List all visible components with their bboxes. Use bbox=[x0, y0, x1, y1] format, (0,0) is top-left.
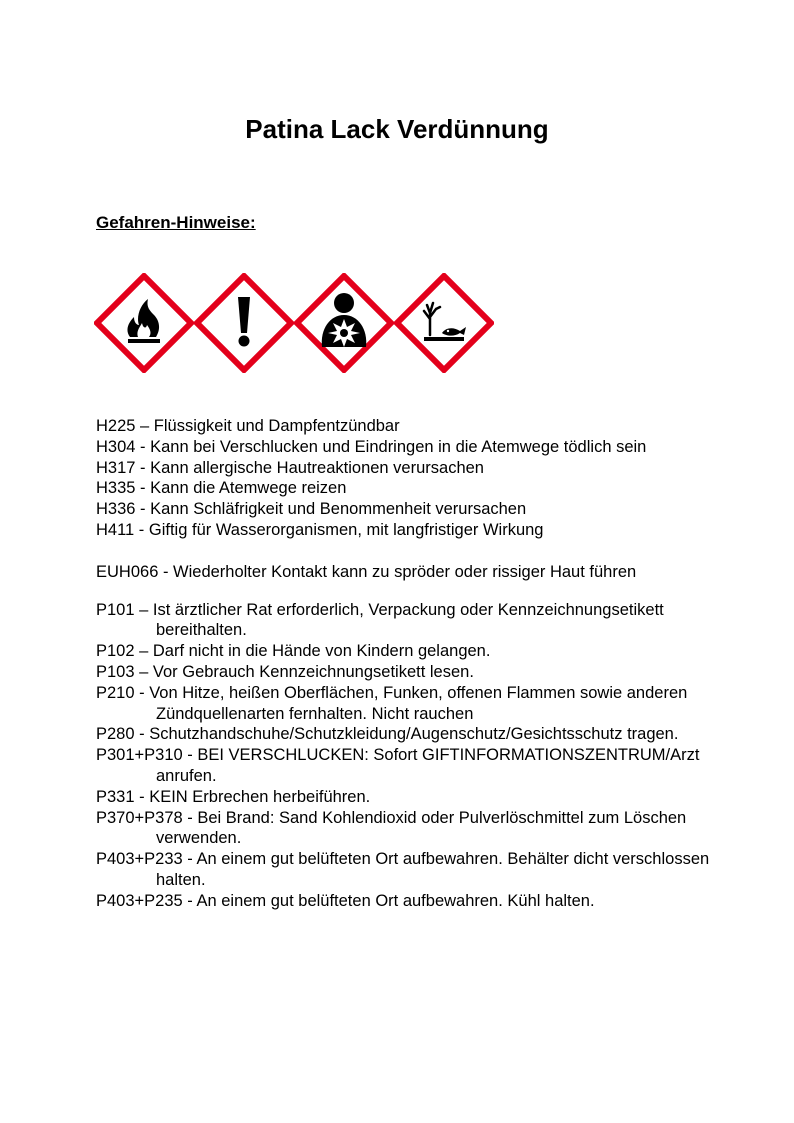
p-statement: P403+P235 - An einem gut belüfteten Ort aufbewahren. Kühl halten. bbox=[96, 891, 595, 910]
hazard-statements bbox=[96, 416, 736, 912]
section-heading: Gefahren-Hinweise: bbox=[96, 213, 256, 232]
p-statement: P103 – Vor Gebrauch Kennzeichnungsetikett lesen. bbox=[96, 662, 474, 681]
h-statement: H411 - Giftig für Wasserorganismen, mit langfristiger Wirkung bbox=[96, 520, 544, 539]
p-statement: P370+P378 - Bei Brand: Sand Kohlendioxid oder Pulverlöschmittel zum Löschen verwenden. bbox=[96, 808, 687, 848]
hazard-pictograms bbox=[94, 273, 496, 375]
h-statement: H335 - Kann die Atemwege reizen bbox=[96, 479, 347, 498]
p-statement: P301+P310 - BEI VERSCHLUCKEN: Sofort GIFTINFORMATIONSZENTRUM/Arzt anrufen. bbox=[96, 746, 700, 785]
health-hazard-icon bbox=[294, 273, 394, 373]
document-title: Patina Lack Verdünnung bbox=[245, 114, 549, 144]
environment-icon bbox=[394, 273, 494, 373]
exclamation-mark-icon bbox=[194, 273, 294, 373]
h-statement: H304 - Kann bei Verschlucken und Eindringen in die Atemwege tödlich sein bbox=[96, 437, 647, 456]
h-statement: H225 – Flüssigkeit und Dampfentzündbar bbox=[96, 417, 400, 435]
euh-statement: EUH066 - Wiederholter Kontakt kann zu spröder oder rissiger Haut führen bbox=[96, 562, 637, 581]
p-statement: P280 - Schutzhandschuhe/Schutzkleidung/Augenschutz/Gesichtsschutz tragen. bbox=[96, 725, 679, 744]
p-statements bbox=[96, 600, 736, 912]
p-statement: P101 – Ist ärztlicher Rat erforderlich, Verpackung oder Kennzeichnungsetikett bereithalten. bbox=[96, 600, 664, 640]
h-statement: H317 - Kann allergische Hautreaktionen verursachen bbox=[96, 458, 484, 477]
p-statement: P331 - KEIN Erbrechen herbeiführen. bbox=[96, 787, 371, 806]
p-statement: P403+P233 - An einem gut belüfteten Ort aufbewahren. Behälter dicht verschlossen halten. bbox=[96, 850, 710, 889]
flame-icon bbox=[94, 273, 194, 373]
h-statements bbox=[96, 416, 736, 541]
p-statement: P102 – Darf nicht in die Hände von Kindern gelangen. bbox=[96, 642, 491, 661]
h-statement: H336 - Kann Schläfrigkeit und Benommenheit verursachen bbox=[96, 500, 527, 519]
p-statement: P210 - Von Hitze, heißen Oberflächen, Funken, offenen Flammen sowie anderen Zündquellenarten fernhalten. Nicht rauchen bbox=[96, 683, 688, 723]
